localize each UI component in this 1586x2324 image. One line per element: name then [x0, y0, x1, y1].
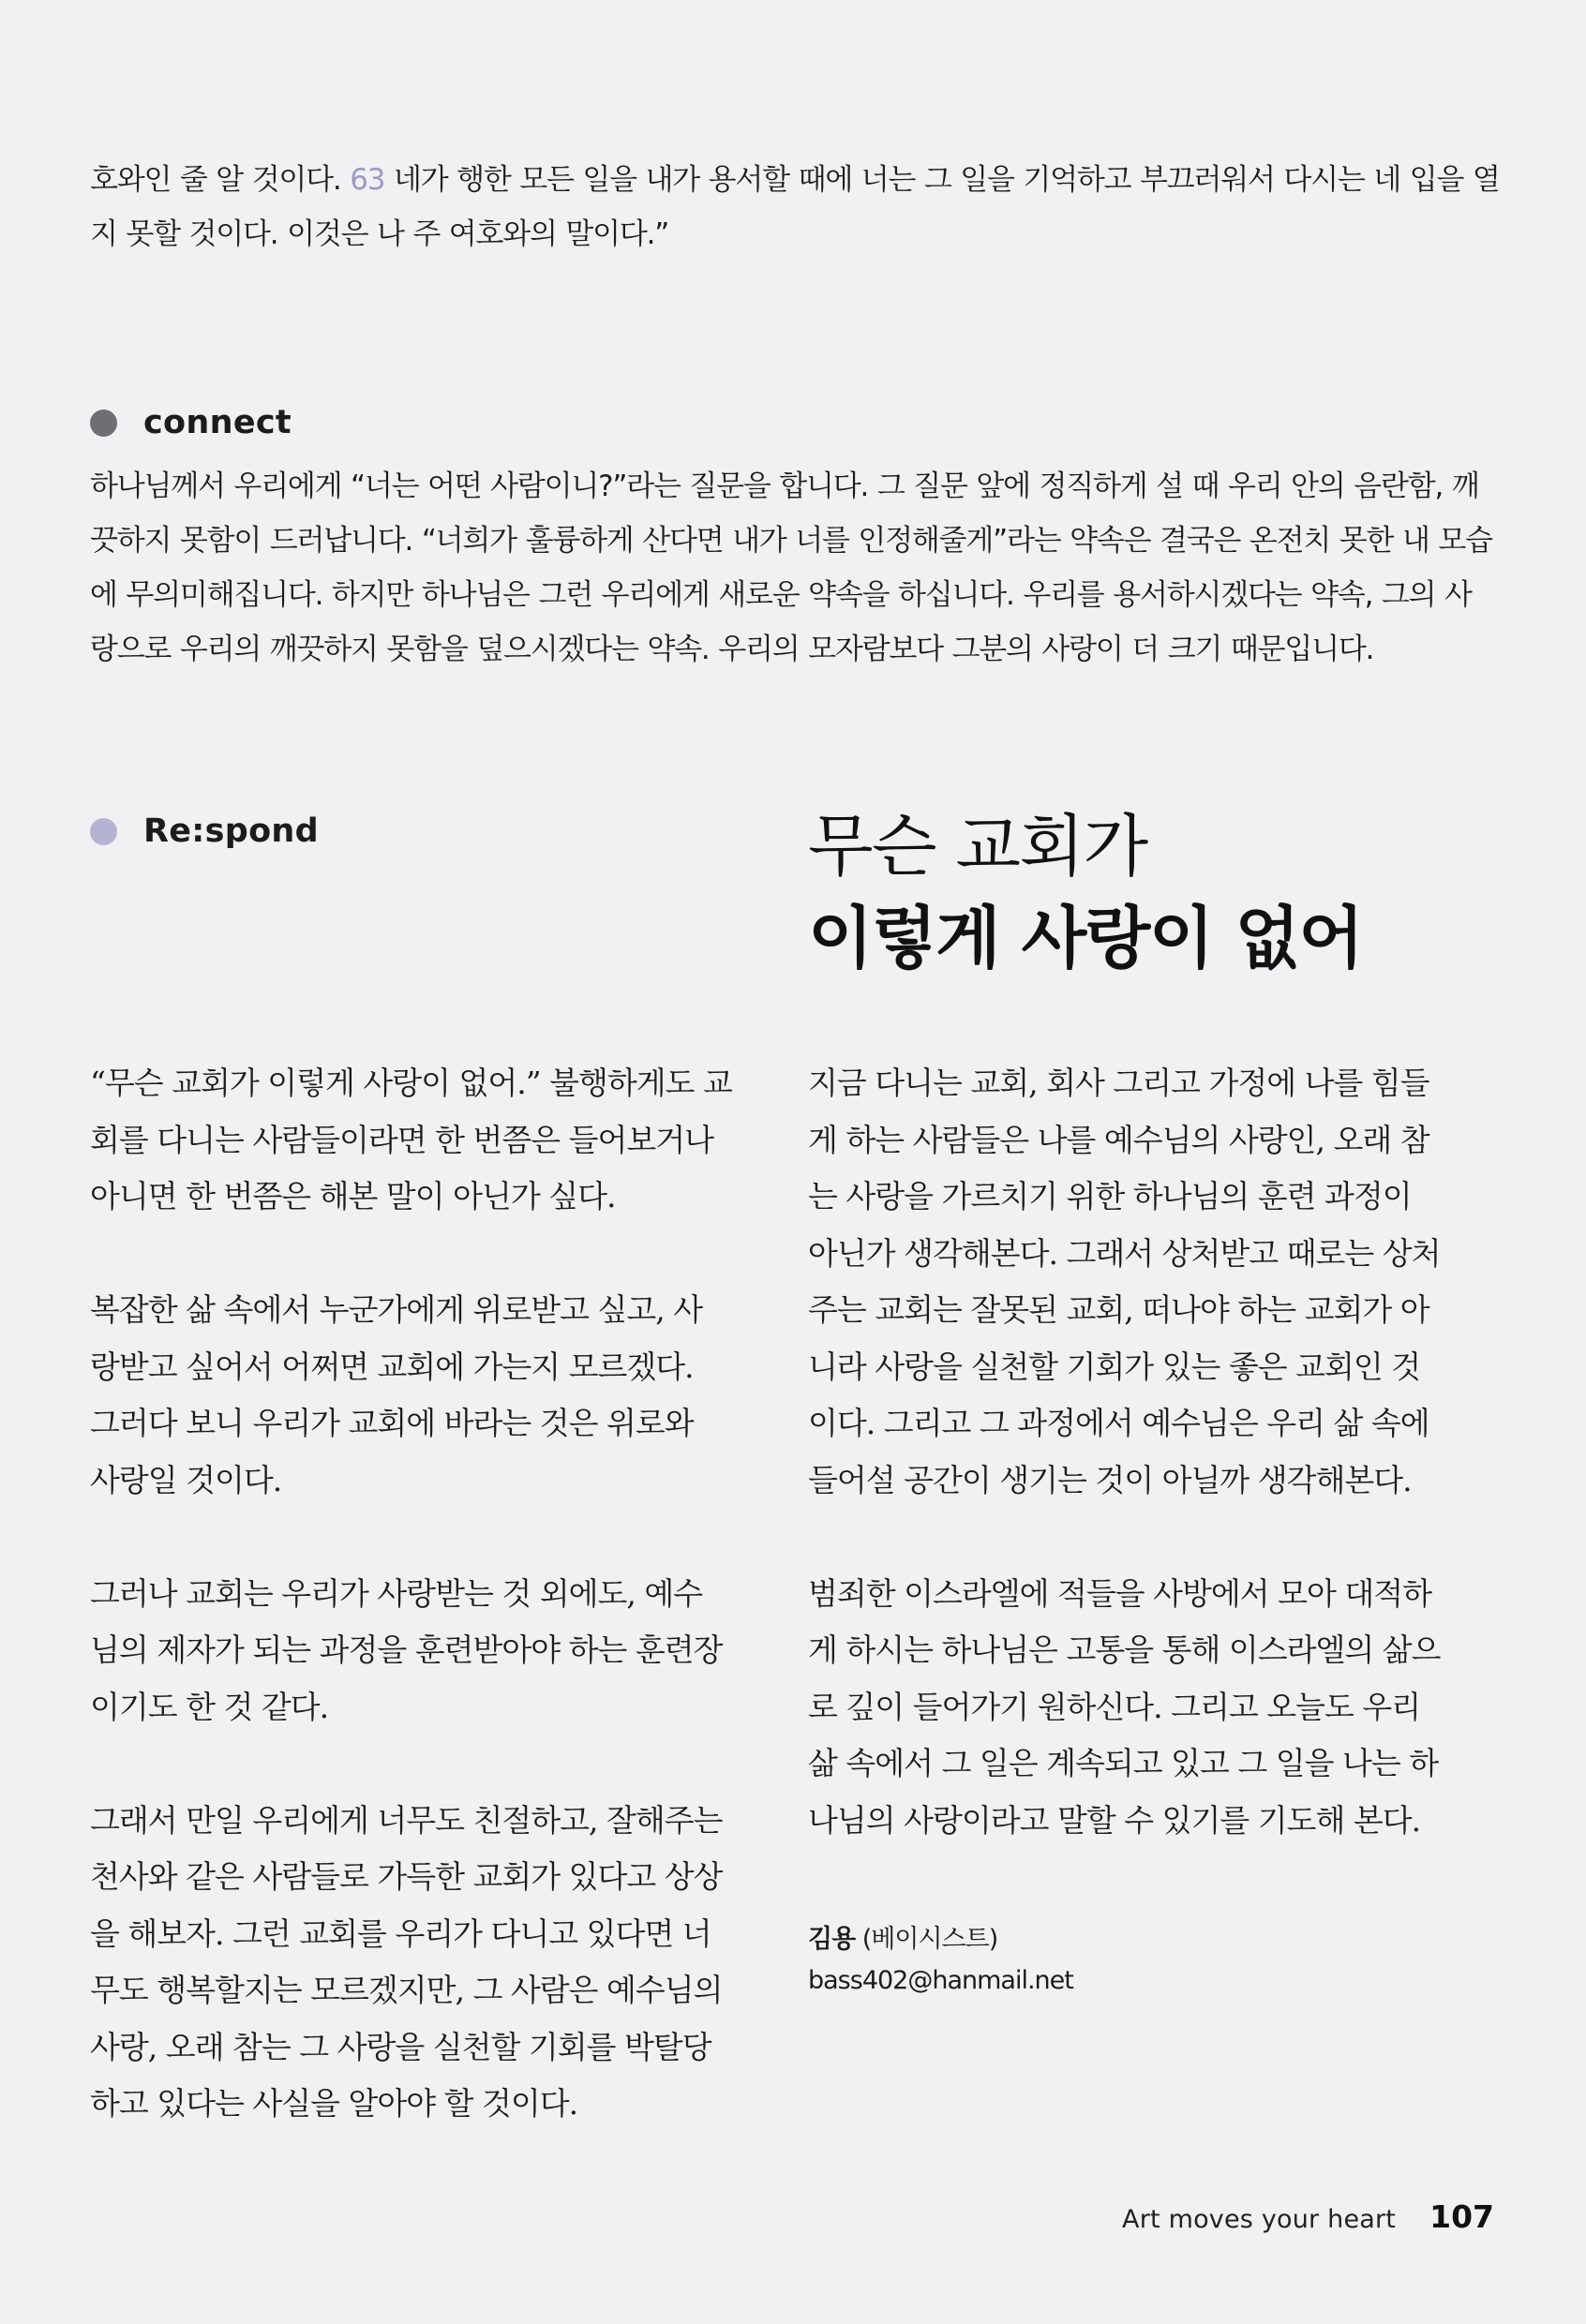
headline-line-1: 무슨 교회가	[808, 807, 1147, 886]
connect-line: 하나님께서 우리에게 “너는 어떤 사람이니?”라는 질문을 합니다. 그 질문 앞에 정직하게 설 때 우리 안의 음란함, 깨	[90, 469, 1479, 503]
connect-line: 랑으로 우리의 깨끗하지 못함을 덮으시겠다는 약속. 우리의 모자람보다 그분의 사랑이 더 크기 때문입니다.	[90, 633, 1374, 666]
text-line: 삶 속에서 그 일은 계속되고 있고 그 일을 나는 하	[808, 1745, 1439, 1781]
text-line: 회를 다니는 사람들이라면 한 번쯤은 들어보거나	[90, 1121, 714, 1158]
text-line: 게 하는 사람들은 나를 예수님의 사랑인, 오래 참	[808, 1121, 1429, 1158]
connect-label: connect	[143, 404, 292, 441]
text-line: 이다. 그리고 그 과정에서 예수님은 우리 삶 속에	[808, 1405, 1429, 1441]
text-line: 는 사랑을 가르치기 위한 하나님의 훈련 과정이	[808, 1178, 1412, 1214]
text-line: 하고 있다는 사실을 알아야 할 것이다.	[90, 2085, 578, 2122]
right-column	[808, 1055, 1472, 1849]
paragraph	[808, 1566, 1472, 1850]
intro-line-1	[90, 153, 1515, 207]
paragraph	[90, 1793, 754, 2133]
text-line: 지금 다니는 교회, 회사 그리고 가정에 나를 힘들	[808, 1065, 1429, 1101]
left-column	[90, 1055, 754, 2133]
text-line: 아니면 한 번쯤은 해본 말이 아닌가 싶다.	[90, 1178, 616, 1214]
text-line: 님의 제자가 되는 과정을 훈련받아야 하는 훈련장	[90, 1631, 723, 1668]
text-line: 사랑일 것이다.	[90, 1461, 282, 1498]
author-info	[808, 1919, 1073, 2002]
text-line: 나님의 사랑이라고 말할 수 있기를 기도해 본다.	[808, 1801, 1421, 1839]
page-number: 107	[1429, 2198, 1494, 2235]
text-line: 랑받고 싶어서 어쩌면 교회에 가는지 모르겠다.	[90, 1348, 694, 1385]
footer-tagline: Art moves your heart	[1122, 2205, 1397, 2234]
paragraph	[90, 1566, 754, 1736]
connect-line: 에 무의미해집니다. 하지만 하나님은 그런 우리에게 새로운 약속을 하십니다. 우리를 용서하시겠다는 약속, 그의 사	[90, 578, 1472, 612]
text-line: 천사와 같은 사람들로 가득한 교회가 있다고 상상	[90, 1858, 723, 1895]
author-name: 김용	[808, 1925, 856, 1954]
text-line: 을 해보자. 그런 교회를 우리가 다니고 있다면 너	[90, 1914, 711, 1952]
text-line: 로 깊이 들어가기 원하신다. 그리고 오늘도 우리	[808, 1688, 1421, 1725]
text-line: “무슨 교회가 이렇게 사랑이 없어.” 불행하게도 교	[90, 1065, 732, 1101]
connect-heading	[90, 403, 292, 442]
text-line: 이기도 한 것 같다.	[90, 1688, 329, 1725]
paragraph	[90, 1055, 754, 1226]
headline-line-2: 이렇게 사랑이 없어	[808, 898, 1363, 977]
page-footer	[1122, 2198, 1494, 2235]
article-headline	[808, 800, 1558, 984]
intro-line-2: 지 못할 것이다. 이것은 나 주 여호와의 말이다.”	[90, 217, 669, 251]
text-line: 주는 교회는 잘못된 교회, 떠나야 하는 교회가 아	[808, 1291, 1429, 1328]
verse-number: 63	[350, 163, 385, 197]
intro-text-after: 네가 행한 모든 일을 내가 용서할 때에 너는 그 일을 기억하고 부끄러워서 다시는 네 입을 열	[393, 163, 1500, 197]
author-email: bass402@hanmail.net	[808, 1966, 1073, 1995]
text-line: 아닌가 생각해본다. 그래서 상처받고 때로는 상처	[808, 1234, 1441, 1272]
text-line: 그러나 교회는 우리가 사랑받는 것 외에도, 예수	[90, 1574, 703, 1612]
author-role: (베이시스트)	[861, 1925, 998, 1954]
text-line: 니라 사랑을 실천할 기회가 있는 좋은 교회인 것	[808, 1348, 1421, 1385]
intro-text-before: 호와인 줄 알 것이다.	[90, 163, 341, 197]
text-line: 사랑, 오래 참는 그 사랑을 실천할 기회를 박탈당	[90, 2028, 711, 2065]
text-line: 그러다 보니 우리가 교회에 바라는 것은 위로와	[90, 1405, 694, 1441]
text-line: 들어설 공간이 생기는 것이 아닐까 생각해본다.	[808, 1461, 1412, 1498]
text-line: 무도 행복할지는 모르겠지만, 그 사람은 예수님의	[90, 1972, 723, 2008]
intro-passage	[90, 153, 1515, 261]
text-line: 그래서 만일 우리에게 너무도 친절하고, 잘해주는	[90, 1801, 723, 1839]
connect-line: 끗하지 못함이 드러납니다. “너희가 훌륭하게 산다면 내가 너를 인정해줄게”라는 약속은 결국은 온전치 못한 내 모습	[90, 524, 1492, 558]
author-line	[808, 1919, 1073, 1960]
text-line: 복잡한 삶 속에서 누군가에게 위로받고 싶고, 사	[90, 1291, 703, 1328]
connect-bullet-icon	[90, 410, 117, 437]
paragraph	[808, 1055, 1472, 1509]
respond-bullet-icon	[90, 818, 117, 845]
text-line: 게 하시는 하나님은 고통을 통해 이스라엘의 삶으	[808, 1631, 1441, 1668]
connect-body	[90, 459, 1515, 677]
respond-heading	[90, 812, 319, 851]
respond-label: Re:spond	[143, 812, 319, 850]
text-line: 범죄한 이스라엘에 적들을 사방에서 모아 대적하	[808, 1574, 1432, 1612]
paragraph	[90, 1282, 754, 1509]
